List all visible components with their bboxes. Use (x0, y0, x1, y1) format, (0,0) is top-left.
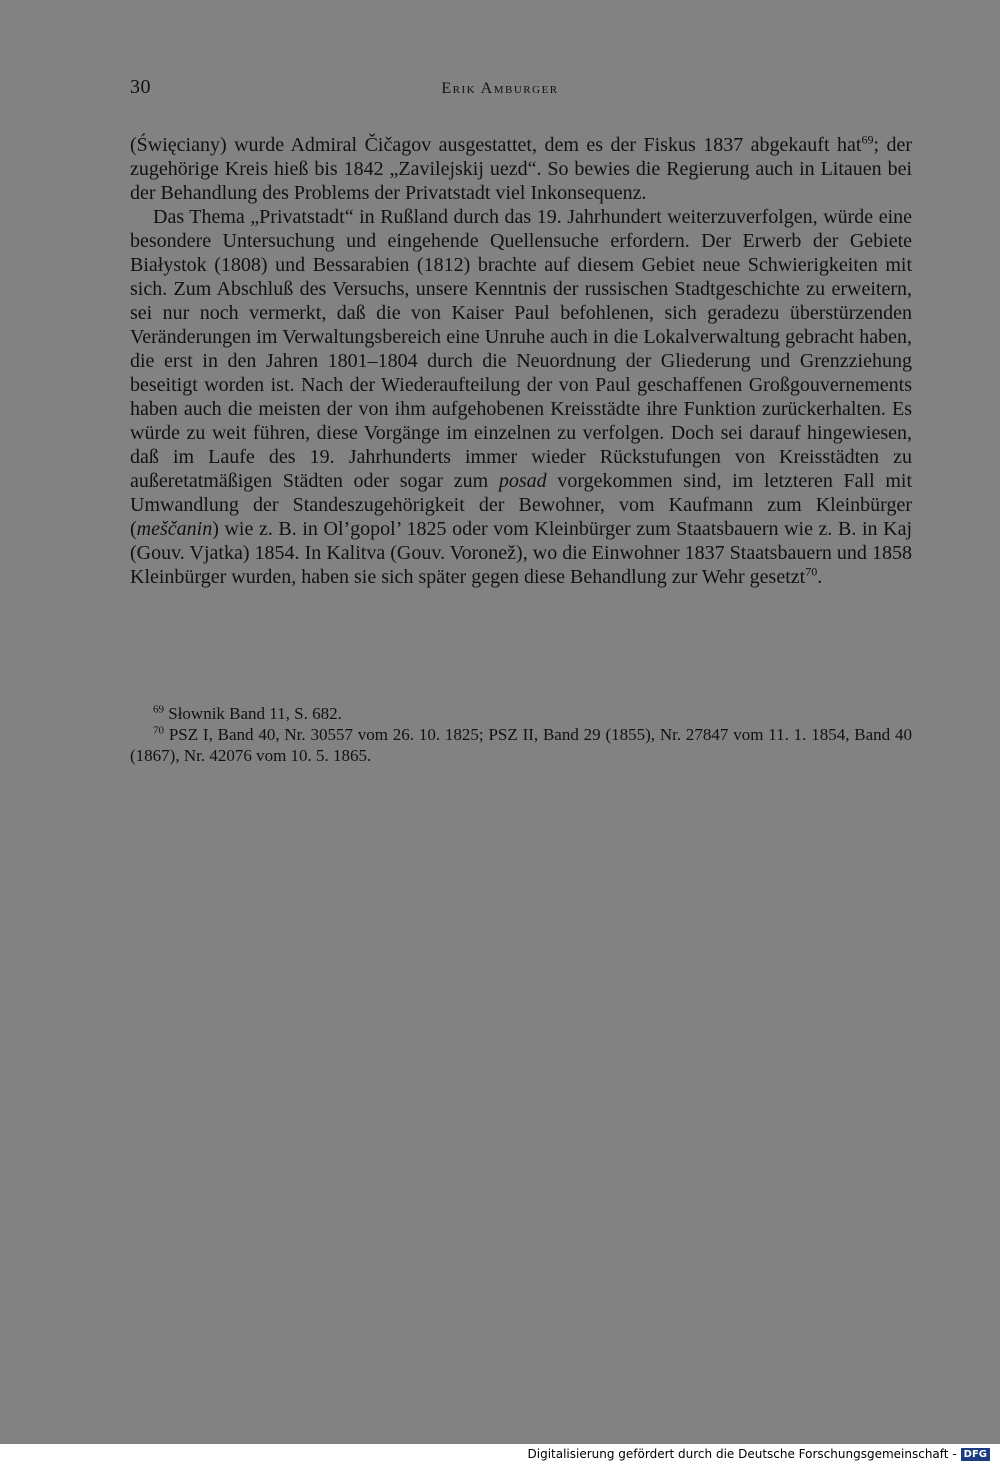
footnote-text: PSZ I, Band 40, Nr. 30557 vom 26. 10. 1825; PSZ II, Band 29 (1855), Nr. 27847 vom 11. 1. 1854, Band 40 (1867), Nr. 42076 vom 10. 5. 1865. (130, 725, 912, 765)
footnote (130, 703, 912, 724)
paragraph (130, 205, 912, 589)
italic-term: meščanin (136, 518, 213, 540)
text-run: . (817, 566, 823, 588)
digitization-footer (0, 1444, 1000, 1464)
italic-term: posad (498, 470, 547, 492)
text-run: Das Thema „Privatstadt“ in Rußland durch das 19. Jahrhundert weiterzuverfolgen, würde eine besondere Untersuchung und eingehende Quellensuche erfordern. Der Erwerb der Gebiete Białystok (1808) und Bessarabien (1812) brachte auf diesem Gebiet neue Schwierigkeiten mit sich. Zum Abschluß des Versuchs, unsere Kenntnis der russischen Stadtgeschichte zu erweitern, sei nur noch vermerkt, daß die von Kaiser Paul befohlenen, sich geradezu überstürzenden Veränderungen im Verwaltungsbereich eine Unruhe auch in die Lokalverwaltung gebracht haben, die erst in den Jahren 1801–1804 durch die Neuordnung der Gliederung und Grenzziehung beseitigt worden ist. Nach der Wiederaufteilung der von Paul geschaffenen Großgouvernements haben auch die meisten der von ihm aufgehobenen Kreisstädte ihre Funktion zurückerhalten. Es würde zu weit führen, diese Vorgänge im einzelnen zu verfolgen. Doch sei darauf hingewiesen, daß im Laufe des 19. Jahrhunderts immer wieder Rückstufungen von Kreisstädten zu außeretatmäßigen Städten oder sogar zum (130, 206, 912, 492)
dfg-logo[interactable]: DFG (961, 1448, 990, 1461)
paragraph (130, 133, 912, 205)
footnotes (130, 703, 912, 766)
footnote-number: 70 (153, 724, 164, 737)
body-text (130, 133, 912, 589)
footnote (130, 724, 912, 766)
running-head: Erik Amburger (441, 80, 559, 97)
page-number: 30 (130, 76, 151, 98)
footnote-number: 69 (153, 703, 164, 716)
text-run: ) wie z. B. in Ol’gopol’ 1825 oder vom Kleinbürger zum Staatsbauern wie z. B. in Kaj (Gouv. Vjatka) 1854. In Kalitva (Gouv. Voronež), wo die Einwohner 1837 Staatsbauern und 1858 Kleinbürger wurden, haben sie sich später gegen diese Behandlung zur Wehr gesetzt (130, 518, 912, 588)
footnote-text: Słownik Band 11, S. 682. (168, 704, 342, 723)
footer-credit: Digitalisierung gefördert durch die Deutsche Forschungsgemeinschaft - (527, 1447, 957, 1461)
text-run: ; der zugehörige Kreis hieß bis 1842 „Zavilejskij uezd“. So bewies die Regierung auch in Litauen bei der Behandlung des Problems der Privatstadt viel Inkonsequenz. (130, 134, 912, 204)
footnote-ref: 69 (861, 132, 874, 147)
footnote-ref: 70 (805, 564, 818, 579)
text-run: (Święciany) wurde Admiral Čičagov ausgestattet, dem es der Fiskus 1837 abgekauft hat (130, 134, 862, 156)
text-run: vorgekommen sind, im letzteren Fall mit Umwandlung der Standeszugehörigkeit der Bewohner, vom Kaufmann zum Kleinbürger ( (130, 470, 912, 540)
